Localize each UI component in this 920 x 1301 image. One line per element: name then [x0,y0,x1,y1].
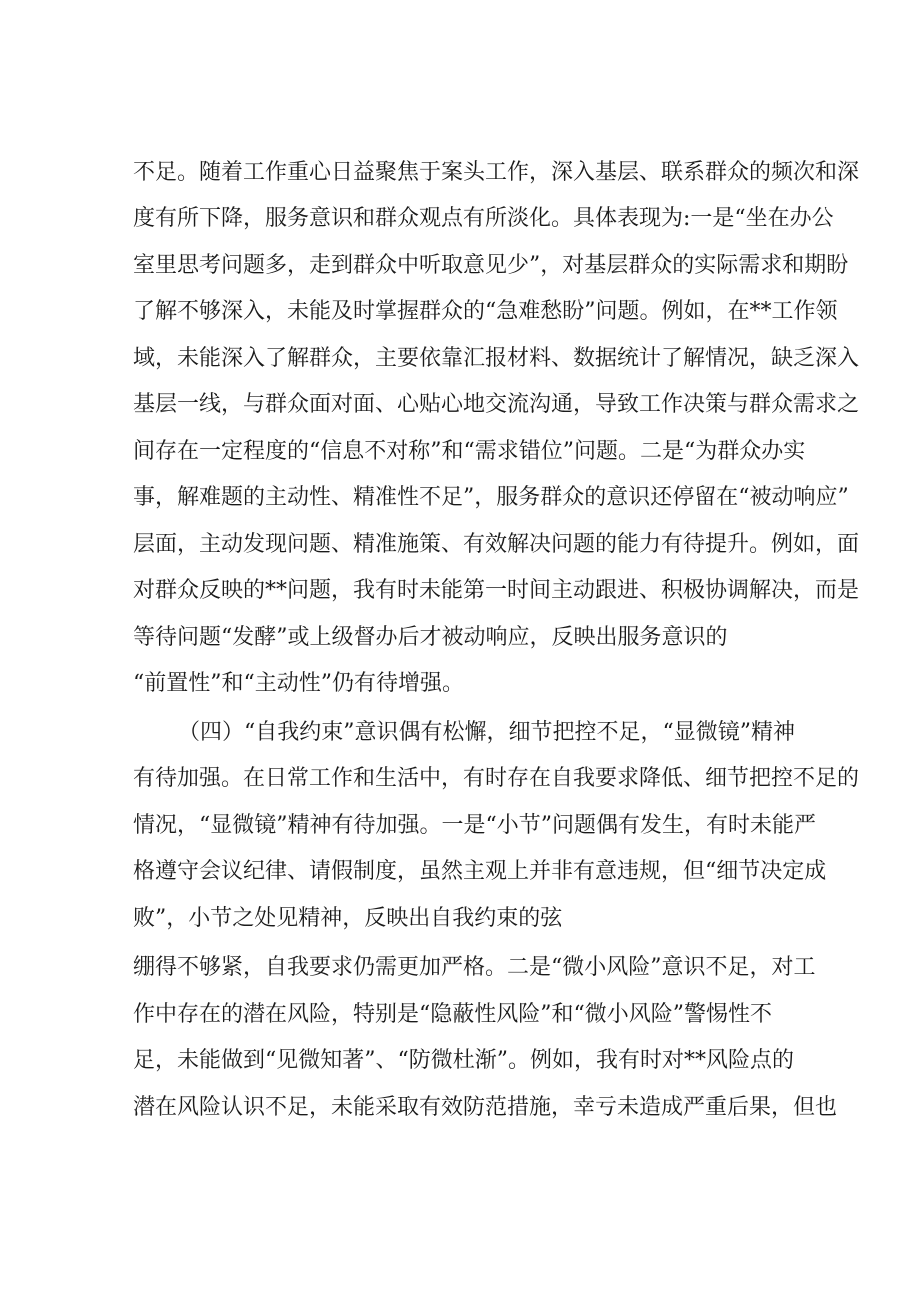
text-line: 域，未能深入了解群众，主要依靠汇报材料、数据统计了解情况，缺乏深入 [133,346,860,371]
section-heading-line: （四）“自我约束”意识偶有松懈，细节把控不足，“显微镜”精神 [178,720,795,745]
text-line: 有待加强。在日常工作和生活中，有时存在自我要求降低、细节把控不足的 [133,766,860,791]
text-line: 绷得不够紧，自我要求仍需更加严格。二是“微小风险”意识不足，对工 [133,955,816,980]
text-line: 作中存在的潜在风险，特别是“隐蔽性风险”和“微小风险”警惕性不 [133,1002,772,1027]
text-line: 不足。随着工作重心日益聚焦于案头工作，深入基层、联系群众的频次和深 [133,160,860,185]
text-line: 室里思考问题多，走到群众中听取意见少”，对基层群众的实际需求和期盼 [133,253,849,278]
text-line: 层面，主动发现问题、精准施策、有效解决问题的能力有待提升。例如，面 [133,532,860,557]
text-line: 事，解难题的主动性、精准性不足”，服务群众的意识还停留在“被动响应” [133,485,849,510]
text-line: 对群众反映的**问题，我有时未能第一时间主动跟进、积极协调解决，而是 [133,578,860,603]
text-line: 足，未能做到“见微知著”、“防微杜渐”。例如，我有时对**风险点的 [133,1048,794,1073]
text-line: 间存在一定程度的“信息不对称”和“需求错位”问题。二是“为群众办实 [133,439,806,464]
text-line: 等待问题“发酵”或上级督办后才被动响应，反映出服务意识的 [133,625,728,650]
text-line: “前置性”和“主动性”仍有待增强。 [133,671,464,696]
text-line: 格遵守会议纪律、请假制度，虽然主观上并非有意违规，但“细节决定成 [133,859,827,884]
text-line: 度有所下降，服务意识和群众观点有所淡化。具体表现为:一是“坐在办公 [133,206,834,231]
text-line: 情况，“显微镜”精神有待加强。一是“小节”问题偶有发生，有时未能严 [133,813,816,838]
text-line: 基层一线，与群众面对面、心贴心地交流沟通，导致工作决策与群众需求之 [133,392,860,417]
text-line: 了解不够深入，未能及时掌握群众的“急难愁盼”问题。例如，在**工作领 [133,299,838,324]
text-line: 败”，小节之处见精神，反映出自我约束的弦 [133,906,563,931]
text-line: 潜在风险认识不足，未能采取有效防范措施，幸亏未造成严重后果，但也 [133,1095,838,1120]
